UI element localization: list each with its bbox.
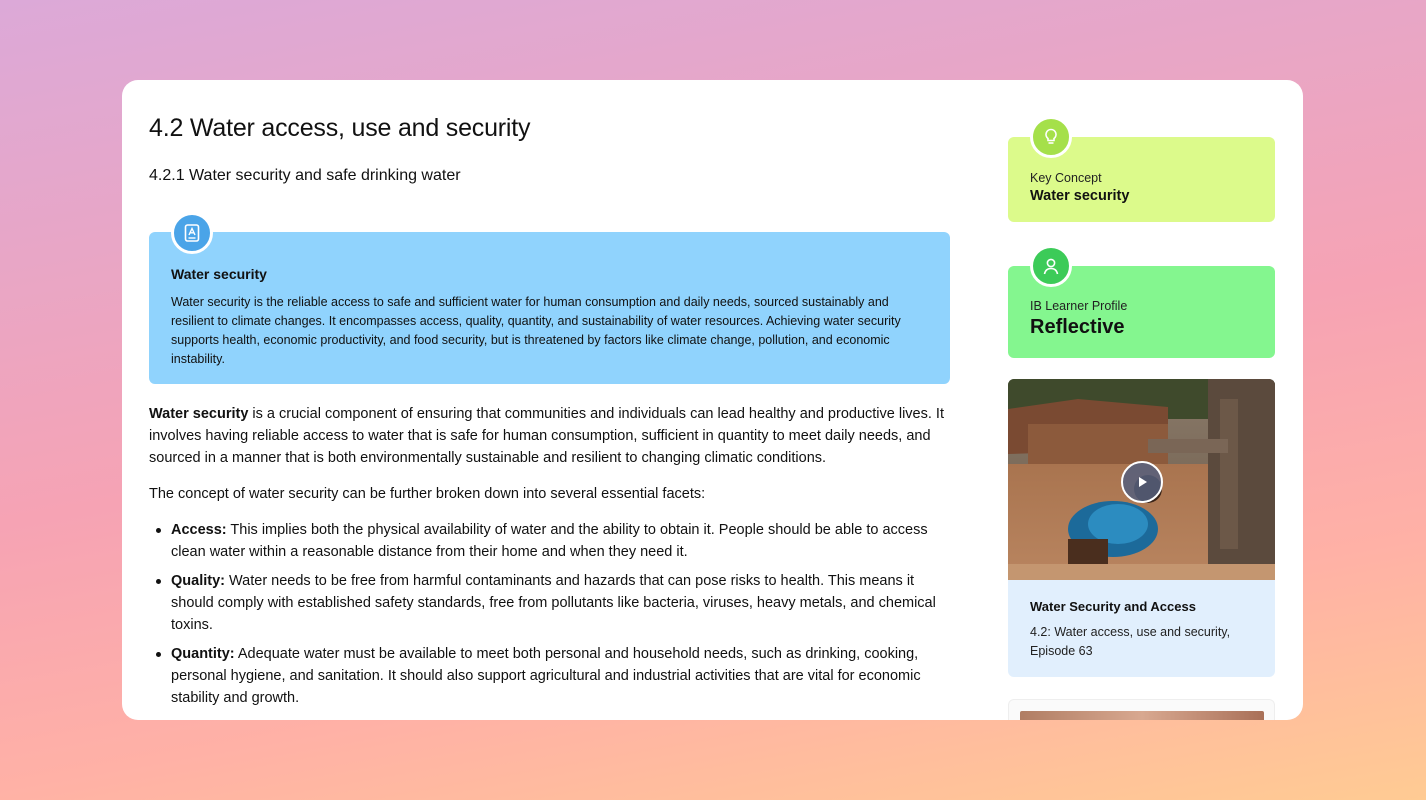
book-icon <box>171 212 213 254</box>
definition-body: Water security is the reliable access to safe and sufficient water for human consumption and daily needs, sourced sustainably and resilient to climate changes. It encompasses access, quality, quantity, and sustainability of water resources. Achieving water security supports health, economic productivity, and food security, but is threatened by factors like climate change, pollution, and economic instability. <box>171 295 901 366</box>
next-card-thumbnail <box>1020 711 1264 720</box>
intro-term: Water security <box>149 406 249 422</box>
next-card[interactable] <box>1008 699 1275 720</box>
list-item <box>149 643 950 709</box>
video-card[interactable] <box>1008 379 1275 677</box>
facet-term: Access: <box>171 522 227 538</box>
definition-title: Water security <box>171 266 267 282</box>
content-card <box>122 80 1303 720</box>
intro-text: is a crucial component of ensuring that communities and individuals can lead healthy and productive lives. It involves having reliable access to water that is safe for human consumption, sufficient in quantity to meet daily needs, and sourced in a manner that is both environmentally sustainable and resilient to changing climatic conditions. <box>149 406 944 466</box>
key-concept-card[interactable] <box>1008 137 1275 222</box>
video-title[interactable]: Water Security and Access <box>1030 599 1196 614</box>
facets-list <box>149 519 950 709</box>
learner-profile-value: Reflective <box>1030 316 1125 338</box>
main-content <box>149 114 950 716</box>
key-concept-label: Key Concept <box>1030 171 1102 185</box>
list-item <box>149 570 950 636</box>
video-subtitle: 4.2: Water access, use and security, Episode 63 <box>1030 625 1231 658</box>
facets-intro: The concept of water security can be further broken down into several essential facets: <box>149 486 706 502</box>
definition-card <box>149 232 950 384</box>
facet-term: Quality: <box>171 573 225 589</box>
definition-box <box>149 232 950 384</box>
sidebar <box>1008 80 1275 720</box>
video-info <box>1008 580 1275 677</box>
facet-text: Adequate water must be available to meet both personal and household needs, such as drinking, cooking, personal hygiene, and sanitation. It should also support agricultural and industrial activities that are vital for economic stability and growth. <box>171 646 921 706</box>
learner-profile-card[interactable] <box>1008 266 1275 358</box>
learner-profile-label: IB Learner Profile <box>1030 299 1128 313</box>
lightbulb-icon <box>1030 116 1072 158</box>
facet-term: Quantity: <box>171 646 235 662</box>
section-subtitle: 4.2.1 Water security and safe drinking water <box>149 167 461 184</box>
list-item <box>149 519 950 563</box>
person-icon <box>1030 245 1072 287</box>
page-title: 4.2 Water access, use and security <box>149 114 531 142</box>
facet-text: Water needs to be free from harmful contaminants and hazards that can pose risks to health. This means it should comply with established safety standards, free from pollutants like bacteria, viruses, heavy metals, and chemical toxins. <box>171 573 936 633</box>
facet-text: This implies both the physical availability of water and the ability to obtain it. People should be able to access clean water within a reasonable distance from their home and when they need it. <box>171 522 928 560</box>
key-concept-value: Water security <box>1030 188 1130 204</box>
video-thumbnail[interactable] <box>1008 379 1275 580</box>
play-icon[interactable] <box>1121 461 1163 503</box>
intro-paragraph <box>149 403 950 469</box>
